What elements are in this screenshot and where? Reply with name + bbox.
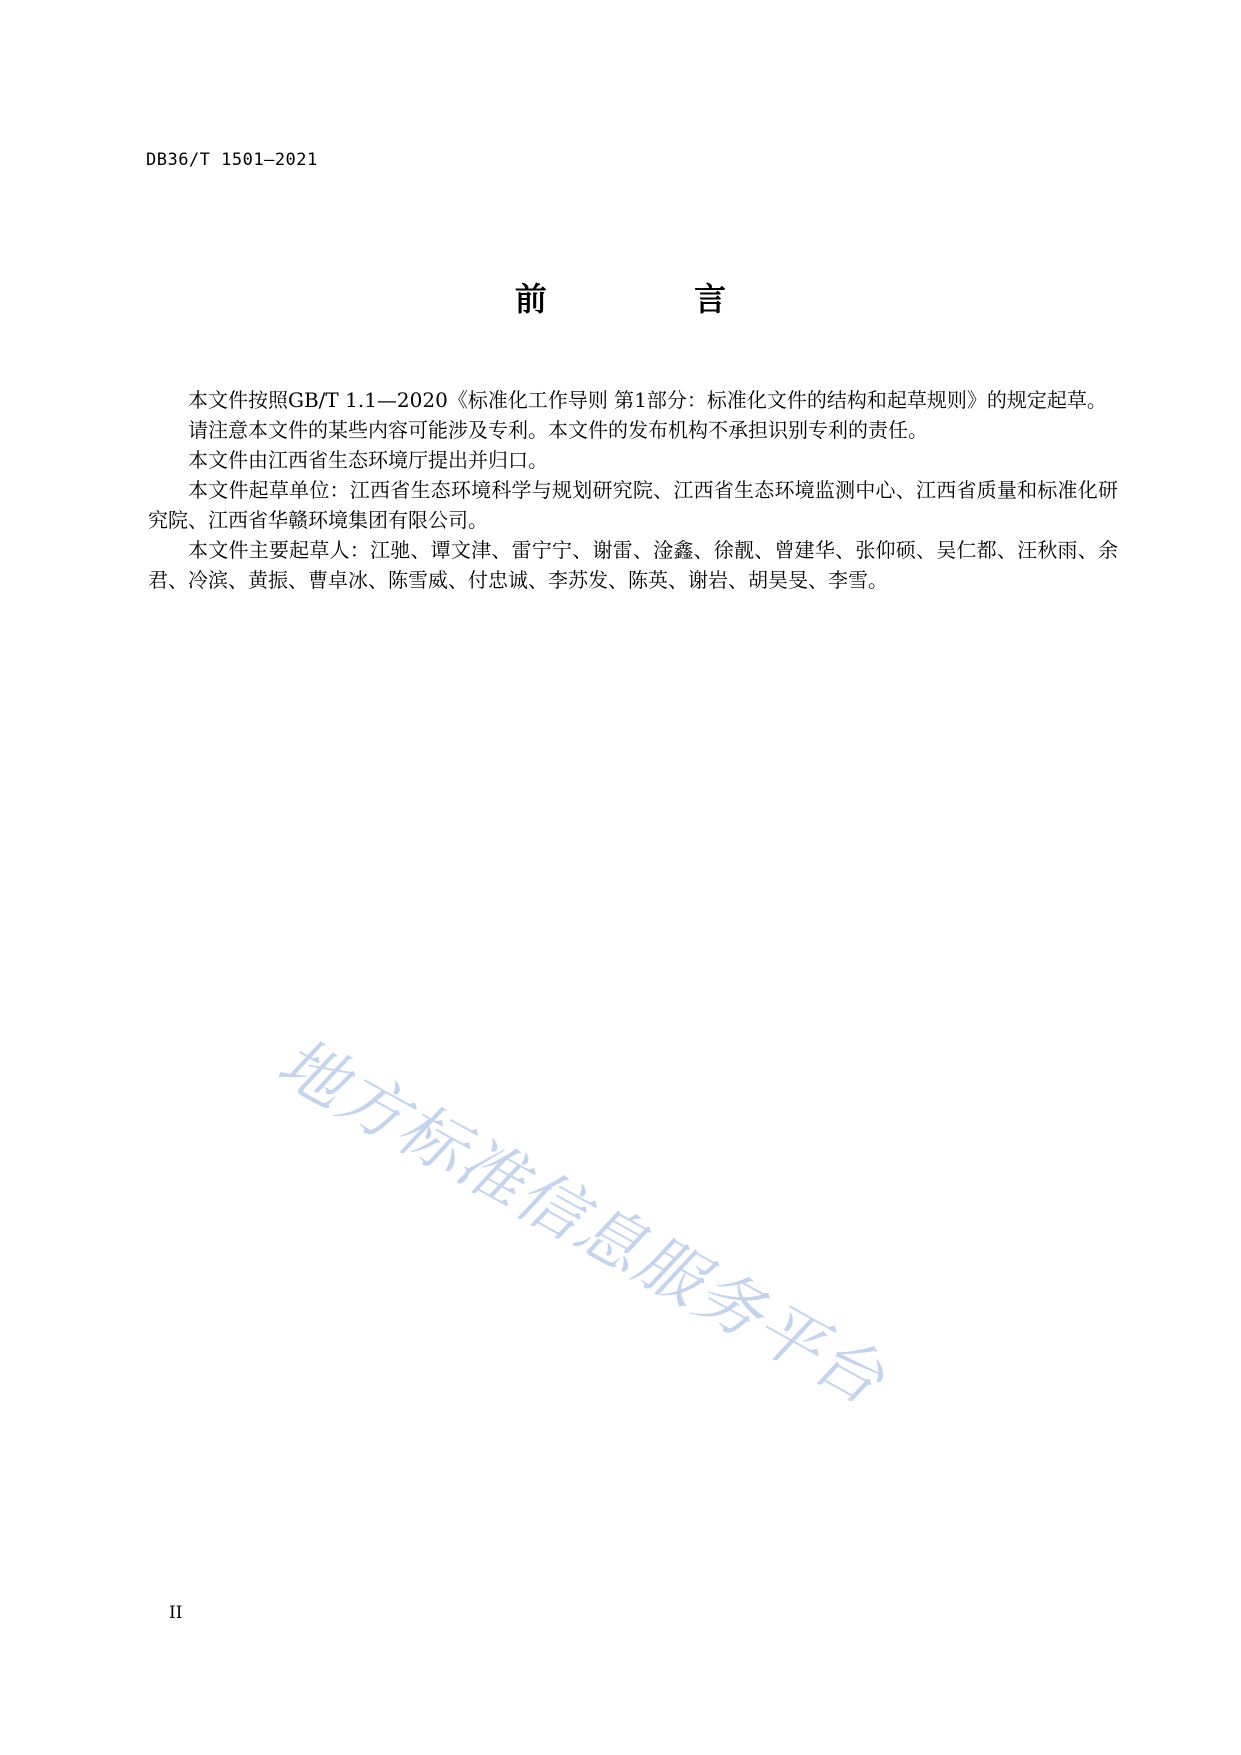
page-number: II [169, 1603, 183, 1623]
document-number: DB36/T 1501—2021 [146, 150, 318, 170]
watermark: 地方标准信息服务平台 [265, 1023, 898, 1421]
page-title: 前 言 [514, 280, 795, 318]
paragraph-patent-notice: 请注意本文件的某些内容可能涉及专利。本文件的发布机构不承担识别专利的责任。 [188, 418, 928, 442]
foreword-body [148, 385, 1118, 595]
paragraph-proposer: 本文件由江西省生态环境厅提出并归口。 [188, 448, 548, 472]
paragraph-drafting-rules: 本文件按照GB/T 1.1—2020《标准化工作导则 第1部分：标准化文件的结构和起草规则》的规定起草。 [188, 388, 1107, 412]
paragraph-drafting-units: 本文件起草单位：江西省生态环境科学与规划研究院、江西省生态环境监测中心、江西省质量和标准化研究院、江西省华赣环境集团有限公司。 [148, 478, 1118, 532]
paragraph-drafters: 本文件主要起草人：江驰、谭文津、雷宁宁、谢雷、淦鑫、徐靓、曾建华、张仰硕、吴仁都、汪秋雨、余君、冷滨、黄振、曹卓冰、陈雪威、付忠诚、李苏发、陈英、谢岩、胡昊旻、李雪。 [148, 538, 1118, 592]
